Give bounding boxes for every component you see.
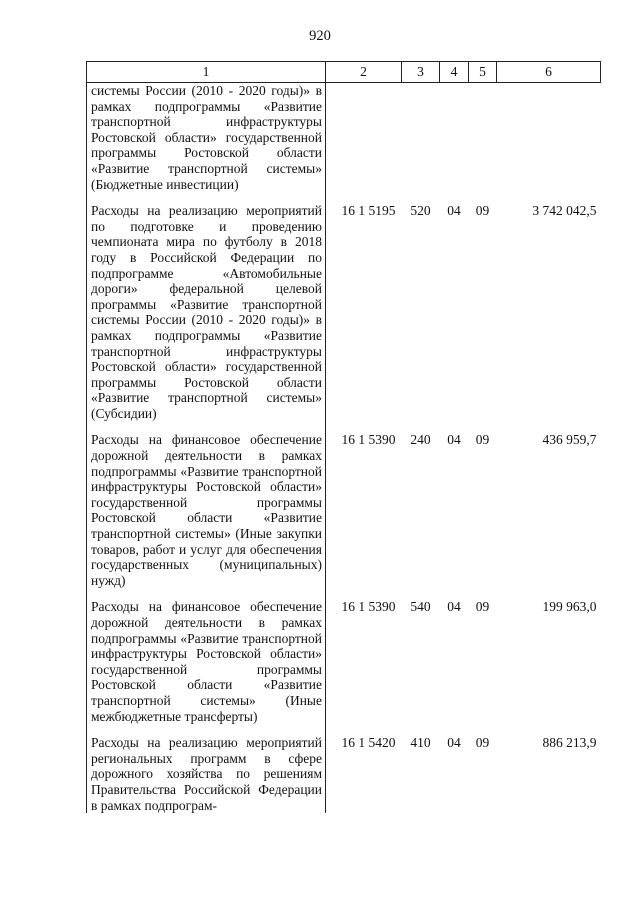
budget-table-container [86, 61, 600, 813]
row-amount: 199 963,0 [542, 599, 597, 615]
table-row [87, 83, 601, 193]
row-pr: 09 [475, 735, 490, 751]
row-vr: 410 [410, 735, 431, 751]
row-spacer [87, 724, 601, 735]
row-vr: 540 [410, 599, 431, 615]
row-code [326, 83, 402, 193]
row-vr: 520 [410, 203, 431, 219]
row-amount [497, 83, 601, 193]
row-name: Расходы на реализацию мероприятий региональных программ в сфере дорожного хозяйства по решениям Правительства Российской Федерации в рамках подпрограм- [87, 735, 326, 813]
row-spacer [87, 588, 601, 599]
header-col-5: 5 [469, 62, 497, 83]
row-amount: 3 742 042,5 [532, 203, 597, 219]
row-name: Расходы на финансовое обеспечение дорожной деятельности в рамках подпрограммы «Развитие транспортной инфраструктуры Ростовской области» государственной программы Ростовской области «Развитие транспортной системы» (Иные межбюджетные трансферты) [87, 599, 326, 724]
row-code: 16 1 5195 [341, 203, 396, 219]
row-amount: 436 959,7 [542, 432, 597, 448]
table-row [87, 203, 601, 421]
row-name: Расходы на реализацию мероприятий по подготовке и проведению чемпионата мира по футболу в 2018 году в Российской Федерации по подпрограмме «Автомобильные дороги» федеральной целевой программы «Развитие транспортной системы России (2010 - 2020 годы)» в рамках подпрограммы «Развитие транспортной инфраструктуры Ростовской области» государственной программы Ростовской области «Развитие транспортной системы» (Субсидии) [87, 203, 326, 421]
header-col-1: 1 [87, 62, 326, 83]
row-spacer [87, 192, 601, 203]
row-code: 16 1 5390 [341, 432, 396, 448]
page-number: 920 [309, 28, 331, 44]
row-pr: 09 [475, 203, 490, 219]
header-col-6: 6 [497, 62, 601, 83]
row-code: 16 1 5420 [341, 735, 396, 751]
header-col-2: 2 [326, 62, 402, 83]
row-vr: 240 [410, 432, 431, 448]
row-rz [440, 83, 469, 193]
budget-table [86, 61, 601, 813]
header-col-3: 3 [402, 62, 440, 83]
row-name: системы России (2010 - 2020 годы)» в рамках подпрограммы «Развитие транспортной инфраструктуры Ростовской области» государственной программы Ростовской области «Развитие транспортной системы» (Бюджетные инвестиции) [87, 83, 326, 193]
row-code: 16 1 5390 [341, 599, 396, 615]
row-amount: 886 213,9 [542, 735, 597, 751]
row-pr: 09 [475, 432, 490, 448]
row-vr [402, 83, 440, 193]
header-row [87, 62, 601, 83]
table-row [87, 432, 601, 588]
row-name: Расходы на финансовое обеспечение дорожной деятельности в рамках подпрограммы «Развитие транспортной инфраструктуры Ростовской области» государственной программы Ростовской области «Развитие транспортной системы» (Иные закупки товаров, работ и услуг для обеспечения государственных (муниципальных) нужд) [87, 432, 326, 588]
row-rz: 04 [447, 432, 461, 448]
table-row [87, 735, 601, 813]
row-pr [469, 83, 497, 193]
row-rz: 04 [447, 735, 461, 751]
row-spacer [87, 421, 601, 432]
row-rz: 04 [447, 599, 461, 615]
header-col-4: 4 [440, 62, 469, 83]
table-row [87, 599, 601, 724]
row-rz: 04 [447, 203, 461, 219]
row-pr: 09 [475, 599, 490, 615]
